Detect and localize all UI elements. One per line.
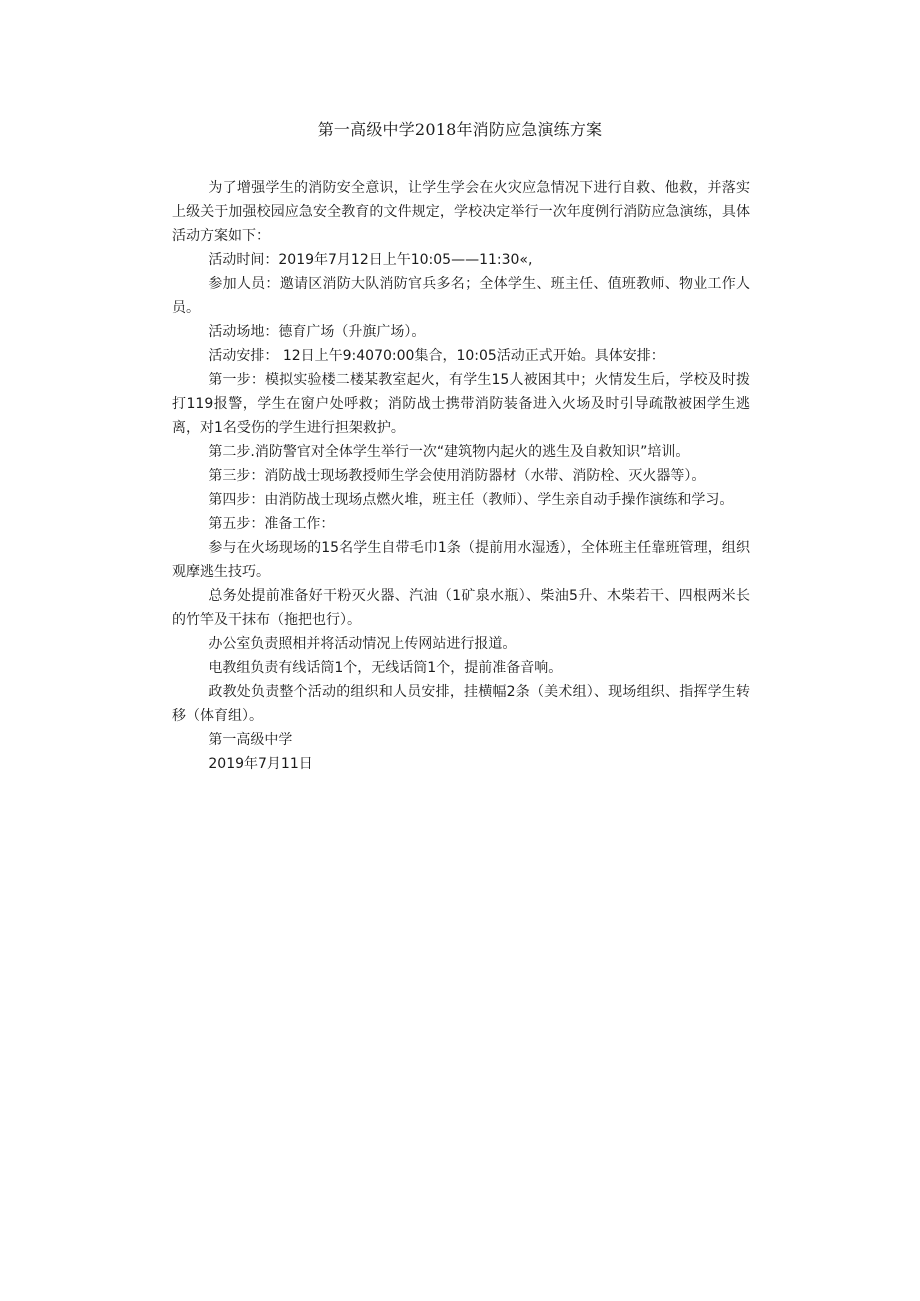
schedule-paragraph: 活动安排： 12日上午9:4070:00集合，10:05活动正式开始。具体安排： — [208, 348, 665, 364]
document-body — [172, 176, 750, 776]
intro-paragraph: 为了增强学生的消防安全意识，让学生学会在火灾应急情况下进行自救、他救，并落实上级关于加强校园应急安全教育的文件规定，学校决定举行一次年度例行消防应急演练，具体活动方案如下： — [172, 180, 750, 244]
step-three-paragraph: 第三步：消防战士现场教授师生学会使用消防器材（水带、消防栓、灭火器等）。 — [208, 468, 706, 484]
signature-date: 2019年7月11日 — [208, 756, 313, 772]
preparation-office-paragraph: 办公室负责照相并将活动情况上传网站进行报道。 — [208, 636, 517, 652]
preparation-political-paragraph: 政教处负责整个活动的组织和人员安排，挂横幅2条（美术组）、现场组织、指挥学生转移（体育组）。 — [172, 684, 750, 724]
document-title: 第一高级中学2018年消防应急演练方案 — [317, 120, 603, 139]
signature-school: 第一高级中学 — [208, 732, 293, 748]
venue-paragraph: 活动场地：德育广场（升旗广场）。 — [208, 324, 426, 340]
activity-time-paragraph: 活动时间：2019年7月12日上午10:05——11:30«, — [208, 252, 533, 268]
preparation-av-paragraph: 电教组负责有线话筒1个，无线话筒1个，提前准备音响。 — [208, 660, 563, 676]
step-five-paragraph: 第五步：准备工作： — [208, 516, 335, 532]
participants-paragraph: 参加人员：邀请区消防大队消防官兵多名；全体学生、班主任、值班教师、物业工作人员。 — [172, 276, 750, 316]
preparation-students-paragraph: 参与在火场现场的15名学生自带毛巾1条（提前用水湿透），全体班主任靠班管理，组织观摩逃生技巧。 — [172, 540, 750, 580]
step-one-paragraph: 第一步：模拟实验楼二楼某教室起火，有学生15人被困其中；火情发生后，学校及时拨打119报警，学生在窗户处呼救；消防战士携带消防装备进入火场及时引导疏散被困学生逃离，对1名受伤的学生进行担架救护。 — [172, 372, 750, 436]
preparation-general-affairs-paragraph: 总务处提前准备好干粉灭火器、汽油（1矿泉水瓶）、柴油5升、木柴若干、四根两米长的竹竿及干抹布（拖把也行）。 — [172, 588, 750, 628]
step-two-paragraph: 第二步.消防警官对全体学生举行一次“建筑物内起火的逃生及自救知识”培训。 — [208, 444, 690, 460]
step-four-paragraph: 第四步：由消防战士现场点燃火堆，班主任（教师）、学生亲自动手操作演练和学习。 — [208, 492, 734, 508]
